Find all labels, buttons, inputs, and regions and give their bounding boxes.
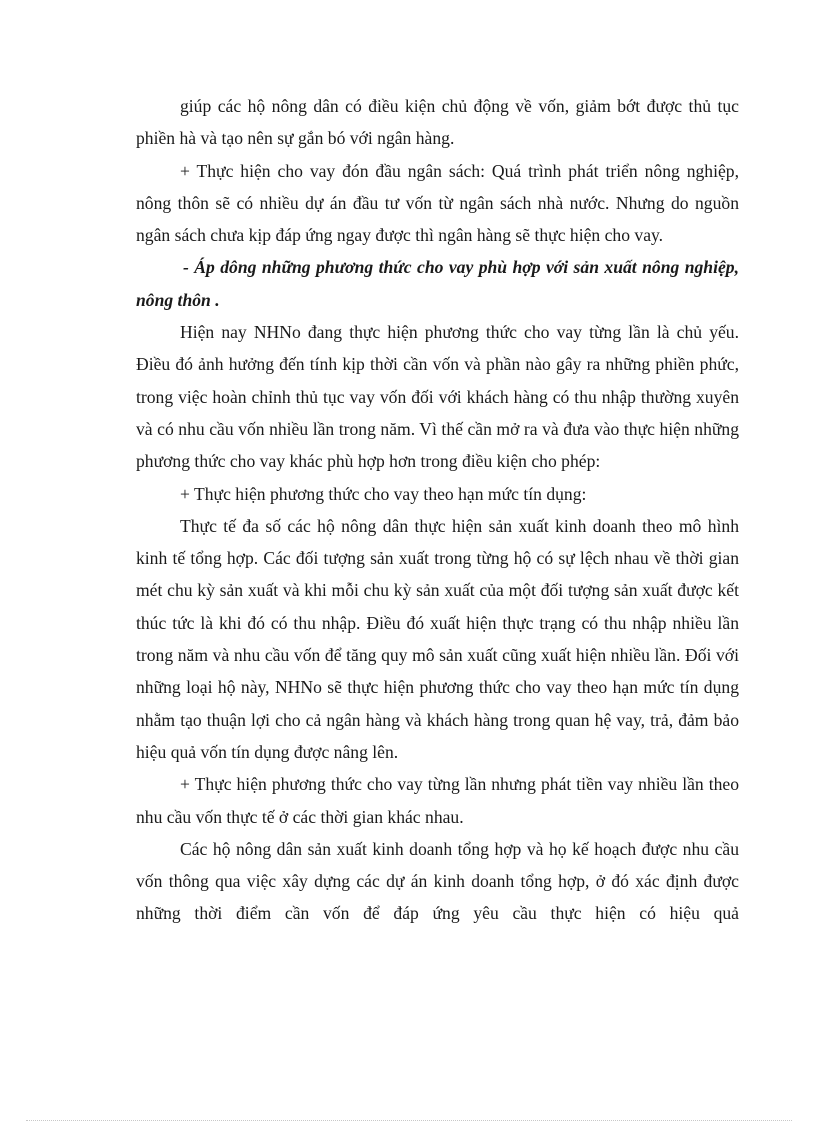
paragraph-lending-ahead-of-budget: + Thực hiện cho vay đón đầu ngân sách: Quá trình phát triển nông nghiệp, nông thôn sẽ có nhiều dự án đầu tư vốn từ ngân sách nhà nước. Nhưng do nguồn ngân sách chưa kịp đáp ứng ngay được thì ngân hàng sẽ thực hiện cho vay. (136, 160, 739, 246)
document-body (136, 90, 739, 930)
section-heading-lending-methods: - Áp dông những phương thức cho vay phù hợp với sản xuất nông nghiệp, nông thôn . (136, 257, 739, 310)
paragraph-credit-limit-method: + Thực hiện phương thức cho vay theo hạn mức tín dụng: (180, 483, 587, 504)
page-bottom-dotted-rule (26, 1120, 792, 1121)
paragraph-credit-limit-explanation: Thực tế đa số các hộ nông dân thực hiện sản xuất kinh doanh theo mô hình kinh tế tổng hợp. Các đối tượng sản xuất trong từng hộ có sự lệch nhau về thời gian mét chu kỳ sản xuất và khi mỗi chu kỳ sản xuất của một đối tượng sản xuất được kết thúc tức là khi đó có thu nhập. Điều đó xuất hiện thực trạng có thu nhập nhiều lần trong năm và nhu cầu vốn để tăng quy mô sản xuất cũng xuất hiện nhiều lần. Đối với những loại hộ này, NHNo sẽ thực hiện phương thức cho vay theo hạn mức tín dụng nhằm tạo thuận lợi cho cả ngân hàng và khách hàng trong quan hệ vay, trả, đảm bảo hiệu quả vốn tín dụng được nâng lên. (136, 515, 739, 762)
paragraph-current-lending-practice: Hiện nay NHNo đang thực hiện phương thức cho vay từng lần là chủ yếu. Điều đó ảnh hưởng đến tính kịp thời cần vốn và phần nào gây ra những phiền phức, trong việc hoàn chỉnh thủ tục vay vốn đối với khách hàng có thu nhập thường xuyên và có nhu cầu vốn nhiều lần trong năm. Vì thế cần mở ra và đưa vào thực hiện những phương thức cho vay khác phù hợp hơn trong điều kiện cho phép: (136, 322, 739, 472)
paragraph-continuation: giúp các hộ nông dân có điều kiện chủ động về vốn, giảm bớt được thủ tục phiền hà và tạo nên sự gắn bó với ngân hàng. (136, 96, 739, 149)
paragraph-integrated-business-households: Các hộ nông dân sản xuất kinh doanh tổng hợp và họ kế hoạch được nhu cầu vốn thông qua việc xây dựng các dự án kinh doanh tổng hợp, ở đó xác định được những thời điểm cần vốn để đáp ứng yêu cầu thực hiện có hiệu quả (136, 838, 739, 924)
paragraph-staged-disbursement-method: + Thực hiện phương thức cho vay từng lần nhưng phát tiền vay nhiều lần theo nhu cầu vốn thực tế ở các thời gian khác nhau. (136, 774, 739, 827)
